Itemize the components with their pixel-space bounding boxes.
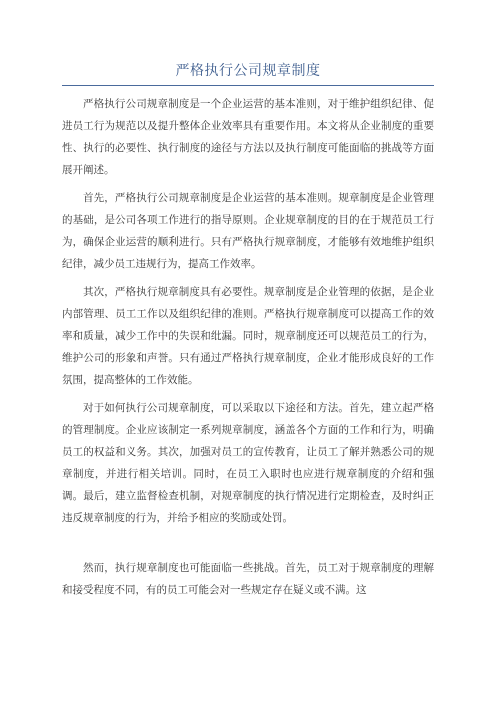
document-body [62, 93, 434, 601]
paragraph-intro: 严格执行公司规章制度是一个企业运营的基本准则，对于维护组织纪律、促进员工行为规范以及提升整体企业效率具有重要作用。本文将从企业制度的重要性、执行的必要性、执行制度的途径与方法以及执行制度可能面临的挑战等方面展开阐述。 [62, 98, 434, 176]
document-title: 严格执行公司规章制度 [175, 63, 321, 79]
paragraph-necessity: 其次，严格执行规章制度具有必要性。规章制度是企业管理的依据，是企业内部管理、员工工作以及组织纪律的准则。严格执行规章制度可以提高工作的效率和质量，减少工作中的失误和纰漏。同时，规章制度还可以规范员工的行为，维护公司的形象和声誉。只有通过严格执行规章制度，企业才能形成良好的工作氛围，提高整体的工作效能。 [62, 286, 434, 386]
paragraph-methods: 对于如何执行公司规章制度，可以采取以下途径和方法。首先，建立起严格的管理制度。企业应该制定一系列规章制度，涵盖各个方面的工作和行为，明确员工的权益和义务。其次，加强对员工的宣传教育，让员工了解并熟悉公司的规章制度，并进行相关培训。同时，在员工入职时也应进行规章制度的介绍和强调。最后，建立监督检查机制，对规章制度的执行情况进行定期检查，及时纠正违反规章制度的行为，并给予相应的奖励或处罚。 [62, 402, 434, 524]
paragraph-basic-principle: 首先，严格执行公司规章制度是企业运营的基本准则。规章制度是企业管理的基础，是公司各项工作进行的指导原则。企业规章制度的目的在于规范员工行为，确保企业运营的顺利进行。只有严格执行规章制度，才能够有效地维护组织纪律，减少员工违规行为，提高工作效率。 [62, 192, 434, 270]
paragraph-challenges: 然而，执行规章制度也可能面临一些挑战。首先，员工对于规章制度的理解和接受程度不同，有的员工可能会对一些规定存在疑义或不满。这 [62, 562, 434, 596]
title-divider [62, 85, 434, 86]
